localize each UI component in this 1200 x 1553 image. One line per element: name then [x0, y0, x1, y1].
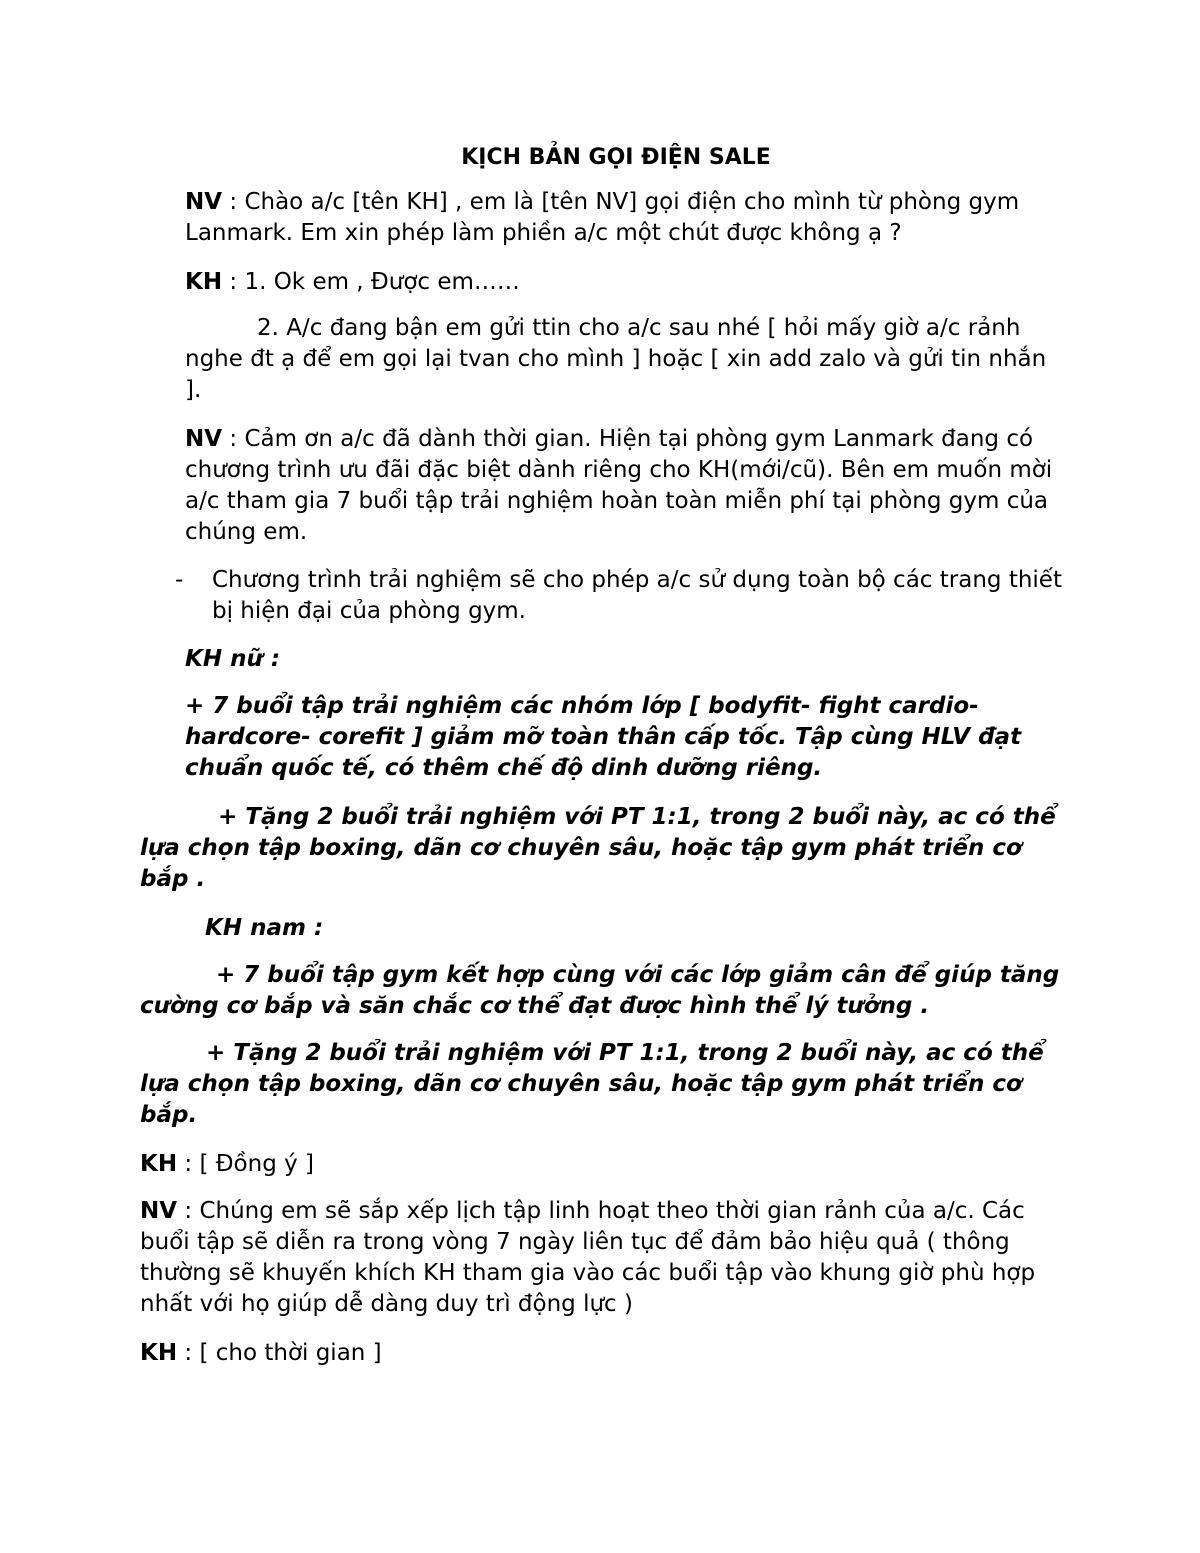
speaker-label: KH [140, 1151, 178, 1177]
paragraph-text: 2. A/c đang bận em gửi ttin cho a/c sau nhé [ hỏi mấy giờ a/c rảnh nghe đt ạ để em gọi lại tvan cho mình ] hoặc [ xin add zalo và gửi tin nhắn ]. [185, 315, 1047, 403]
offer-male-gym: + 7 buổi tập gym kết hợp cùng với các lớp giảm cân để giúp tăng cường cơ bắp và săn chắc cơ thể đạt được hình thể lý tưởng . [140, 962, 1060, 1019]
paragraph-text: [ cho thời gian ] [199, 1340, 382, 1366]
paragraph-text: Chào a/c [tên KH] , em là [tên NV] gọi điện cho mình từ phòng gym Lanmark. Em xin phép làm phiền a/c một chút được không ạ ? [185, 189, 1020, 246]
paragraph-kh-reply: KH : 1. Ok em , Được em…… [185, 269, 520, 295]
paragraph-kh-time: KH : [ cho thời gian ] [140, 1340, 382, 1366]
paragraph-text: Chúng em sẽ sắp xếp lịch tập linh hoạt theo thời gian rảnh của a/c. Các buổi tập sẽ diễn ra trong vòng 7 ngày liên tục để đảm bảo hiệu quả ( thông thường sẽ khuyến khích KH tham gia vào các buổi tập vào khung giờ phù hợp nhất với họ giúp dễ dàng duy trì động lực ) [140, 1198, 1036, 1317]
speaker-label: NV [185, 426, 223, 452]
speaker-label: KH [140, 1340, 178, 1366]
paragraph-nv-greeting: NV : Chào a/c [tên KH] , em là [tên NV] gọi điện cho mình từ phòng gym Lanmark. Em xin phép làm phiền a/c một chút được không ạ ? [185, 189, 1020, 246]
offer-male-pt: + Tặng 2 buổi trải nghiệm với PT 1:1, trong 2 buổi này, ac có thể lựa chọn tập boxing, dãn cơ chuyên sâu, hoặc tập gym phát triển cơ bắp. [140, 1040, 1044, 1128]
section-heading-female: KH nữ : [185, 646, 281, 672]
paragraph-text: [ Đồng ý ] [199, 1151, 315, 1177]
speaker-label: NV [140, 1198, 178, 1224]
paragraph-kh-busy-option [185, 313, 1065, 406]
paragraph-text: 1. Ok em , Được em…… [244, 269, 520, 295]
offer-female-classes: + 7 buổi tập trải nghiệm các nhóm lớp [ bodyfit- fight cardio- hardcore- corefit ] giảm mỡ toàn thân cấp tốc. Tập cùng HLV đạt chuẩn quốc tế, có thêm chế độ dinh dưỡng riêng. [185, 693, 1022, 781]
bullet-marker: - [175, 567, 184, 593]
paragraph-kh-agree: KH : [ Đồng ý ] [140, 1151, 315, 1177]
paragraph-text: Chương trình trải nghiệm sẽ cho phép a/c sử dụng toàn bộ các trang thiết bị hiện đại của phòng gym. [212, 567, 1062, 624]
bullet-item [212, 565, 1065, 627]
paragraph-nv-offer: NV : Cảm ơn a/c đã dành thời gian. Hiện tại phòng gym Lanmark đang có chương trình ưu đãi đặc biệt dành riêng cho KH(mới/cũ). Bên em muốn mời a/c tham gia 7 buổi tập trải nghiệm hoàn toàn miễn phí tại phòng gym của chúng em. [185, 426, 1053, 545]
offer-female-pt: + Tặng 2 buổi trải nghiệm với PT 1:1, trong 2 buổi này, ac có thể lựa chọn tập boxing, dãn cơ chuyên sâu, hoặc tập gym phát triển cơ bắp . [140, 804, 1056, 892]
speaker-label: KH [185, 269, 223, 295]
section-heading-male: KH nam : [205, 915, 324, 941]
paragraph-nv-schedule: NV : Chúng em sẽ sắp xếp lịch tập linh hoạt theo thời gian rảnh của a/c. Các buổi tập sẽ diễn ra trong vòng 7 ngày liên tục để đảm bảo hiệu quả ( thông thường sẽ khuyến khích KH tham gia vào các buổi tập vào khung giờ phù hợp nhất với họ giúp dễ dàng duy trì động lực ) [140, 1198, 1036, 1317]
paragraph-text: Cảm ơn a/c đã dành thời gian. Hiện tại phòng gym Lanmark đang có chương trình ưu đãi đặc biệt dành riêng cho KH(mới/cũ). Bên em muốn mời a/c tham gia 7 buổi tập trải nghiệm hoàn toàn miễn phí tại phòng gym của chúng em. [185, 426, 1053, 545]
speaker-label: NV [185, 189, 223, 215]
page-title: KỊCH BẢN GỌI ĐIỆN SALE [461, 145, 771, 170]
